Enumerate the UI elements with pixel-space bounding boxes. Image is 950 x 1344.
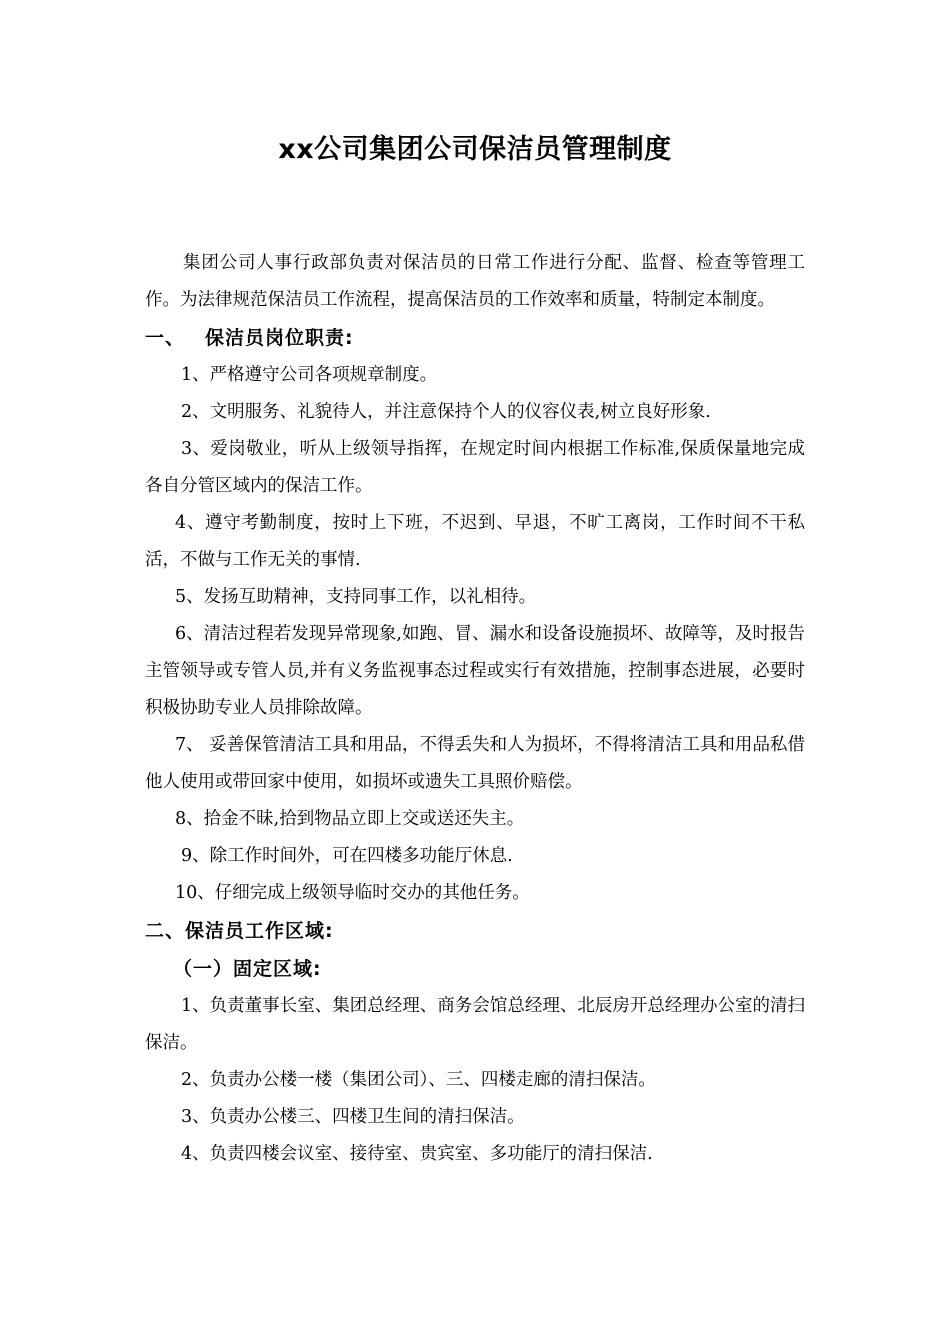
duty-item-7: 7、 妥善保管清洁工具和用品，不得丢失和人为损坏，不得将清洁工具和用品私借他人使用或带回家中使用，如损坏或遗失工具照价赔偿。 — [145, 735, 805, 792]
section-2-heading: 二、保洁员工作区域: — [145, 920, 334, 942]
duty-item-5: 5、发扬互助精神，支持同事工作，以礼相待。 — [175, 587, 537, 607]
document-title: xx公司集团公司保洁员管理制度 — [278, 134, 672, 165]
area-item-1: 1、负责董事长室、集团总经理、商务会馆总经理、北辰房开总经理办公室的清扫保洁。 — [145, 996, 805, 1053]
duty-item-1: 1、严格遵守公司各项规章制度。 — [181, 365, 438, 385]
area-item-4: 4、负责四楼会议室、接待室、贵宾室、多功能厅的清扫保洁. — [181, 1144, 653, 1164]
section-1-number: 一、 — [145, 327, 186, 349]
section-1-title: 保洁员岗位职责: — [205, 327, 354, 349]
document-body — [145, 245, 805, 1173]
duty-item-4: 4、遵守考勤制度，按时上下班，不迟到、早退，不旷工离岗，工作时间不干私活，不做与工作无关的事情. — [145, 513, 805, 570]
duty-item-10: 10、仔细完成上级领导临时交办的其他任务。 — [175, 883, 530, 903]
duty-item-9: 9、除工作时间外，可在四楼多功能厅休息. — [181, 846, 513, 866]
area-item-3: 3、负责办公楼三、四楼卫生间的清扫保洁。 — [181, 1107, 525, 1127]
intro-paragraph: 集团公司人事行政部负责对保洁员的日常工作进行分配、监督、检查等管理工作。为法律规范保洁员工作流程，提高保洁员的工作效率和质量，特制定本制度。 — [145, 253, 805, 310]
duty-item-2: 2、文明服务、礼貌待人，并注意保持个人的仪容仪表,树立良好形象. — [181, 402, 711, 422]
section-2-sub-1-heading: （一）固定区域: — [173, 958, 322, 980]
duty-item-6: 6、清洁过程若发现异常现象,如跑、冒、漏水和设备设施损坏、故障等，及时报告主管领导或专管人员,并有义务监视事态过程或实行有效措施，控制事态进展，必要时积极协助专业人员排除故障。 — [145, 624, 805, 718]
duty-item-8: 8、拾金不昧,拾到物品立即上交或送还失主。 — [175, 809, 525, 829]
area-item-2: 2、负责办公楼一楼（集团公司）、三、四楼走廊的清扫保洁。 — [181, 1070, 656, 1090]
section-1-heading — [145, 319, 805, 357]
duty-item-3: 3、爱岗敬业，听从上级领导指挥，在规定时间内根据工作标准,保质保量地完成各自分管区域内的保洁工作。 — [145, 439, 805, 496]
